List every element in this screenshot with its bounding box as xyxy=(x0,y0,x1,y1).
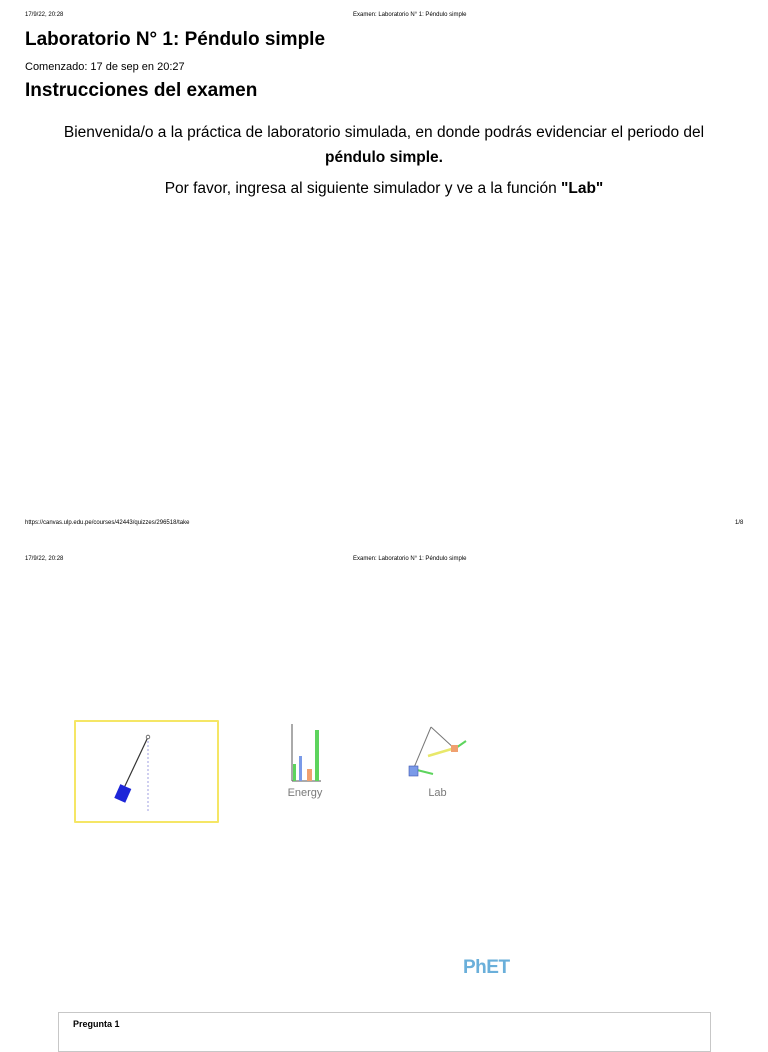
lab-keyword: "Lab" xyxy=(561,180,604,197)
print-footer-url: https://canvas.ulp.edu.pe/courses/42443/quizzes/296518/take xyxy=(25,520,190,526)
energy-screen-label: Energy xyxy=(287,787,323,799)
print-header-date-2: 17/9/22, 20:28 xyxy=(25,556,64,562)
lab-screen-button[interactable] xyxy=(400,720,475,810)
welcome-bold: péndulo simple. xyxy=(325,149,443,166)
energy-chart-icon xyxy=(275,720,335,782)
energy-screen-button[interactable] xyxy=(275,720,335,810)
welcome-paragraph xyxy=(30,120,738,170)
intro-screen-button[interactable] xyxy=(74,720,219,823)
lab-pendulum-icon xyxy=(400,720,475,782)
print-footer-page: 1/8 xyxy=(735,520,744,526)
page-title: Laboratorio N° 1: Péndulo simple xyxy=(25,29,326,50)
phet-logo[interactable]: PhET xyxy=(463,957,510,978)
simulator-instruction-text: Por favor, ingresa al siguiente simulador y ve a la función xyxy=(164,180,562,197)
intro-pendulum-icon xyxy=(76,722,217,821)
started-timestamp: Comenzado: 17 de sep en 20:27 xyxy=(25,61,185,73)
print-header-title-2: Examen: Laboratorio N° 1: Péndulo simple xyxy=(353,556,467,562)
lab-screen-label: Lab xyxy=(428,787,447,799)
simulator-instruction xyxy=(30,178,738,200)
print-header-date: 17/9/22, 20:28 xyxy=(25,12,64,18)
question-container xyxy=(58,1012,711,1052)
instructions-heading: Instrucciones del examen xyxy=(25,80,258,101)
print-header-title: Examen: Laboratorio N° 1: Péndulo simple xyxy=(353,12,467,18)
welcome-text: Bienvenida/o a la práctica de laboratorio simulada, en donde podrás evidenciar el periodo del xyxy=(63,124,705,141)
question-label: Pregunta 1 xyxy=(73,1019,120,1029)
